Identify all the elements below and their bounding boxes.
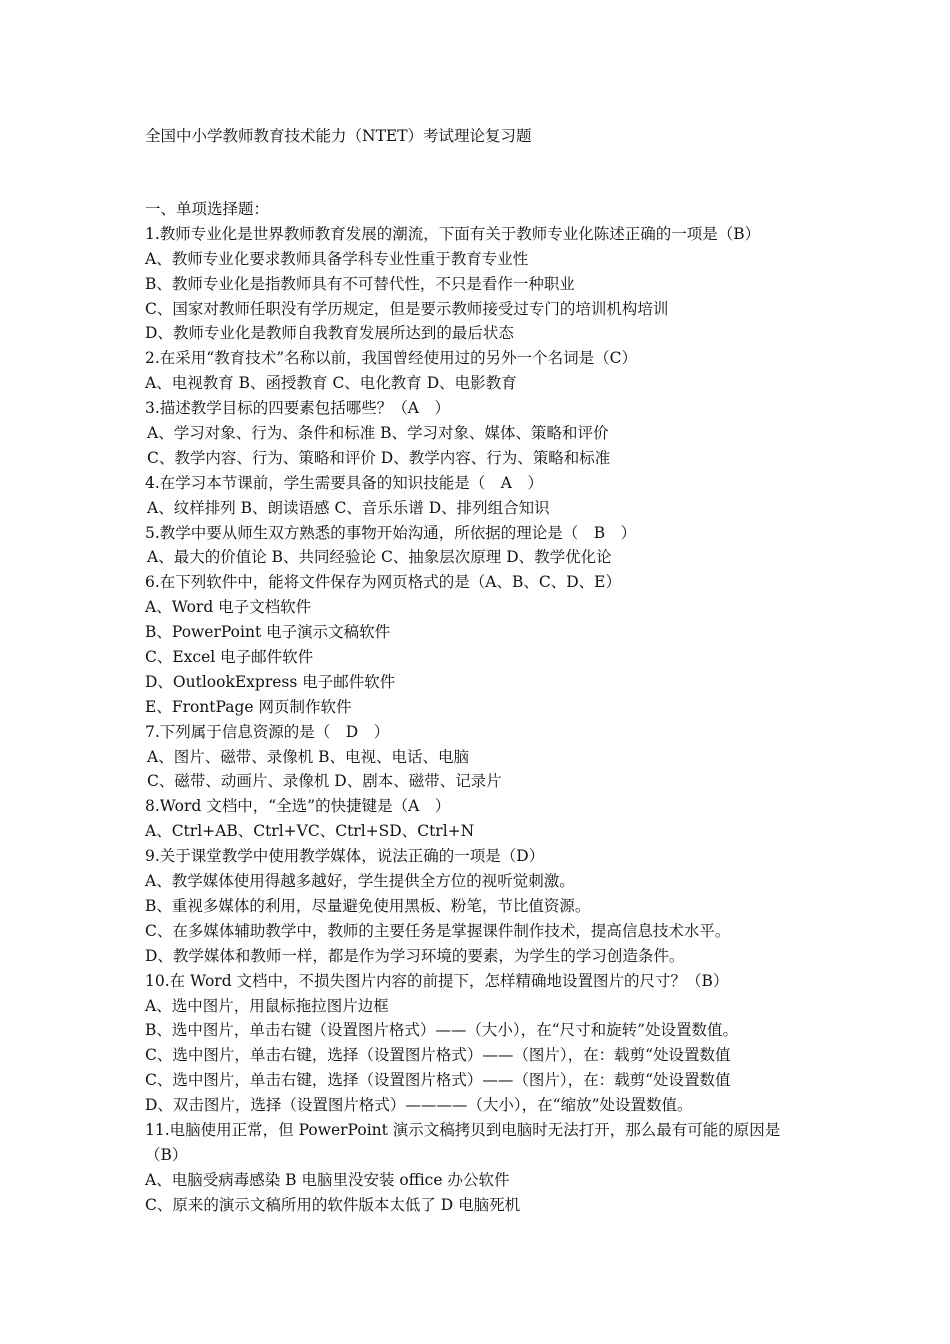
option-line: B、选中图片，单击右键（设置图片格式）——（大小），在“尺寸和旋转”处设置数值。 [145, 1021, 738, 1040]
question-11-answer: （B） [145, 1145, 188, 1164]
section-heading: 一、单项选择题： [145, 200, 270, 218]
option-line: A、电视教育 B、函授教育 C、电化教育 D、电影教育 [145, 374, 517, 393]
option-line: A、Word 电子文档软件 [145, 598, 312, 617]
option-line: A、电脑受病毒感染 B 电脑里没安装 office 办公软件 [145, 1170, 510, 1189]
option-line: E、FrontPage 网页制作软件 [145, 697, 352, 716]
option-line: A、选中图片，用鼠标拖拉图片边框 [145, 996, 389, 1015]
option-line: A、学习对象、行为、条件和标准 B、学习对象、媒体、策略和评价 [147, 424, 609, 443]
option-line: C、国家对教师任职没有学历规定，但是要示教师接受过专门的培训机构培训 [145, 299, 669, 318]
question-9: 9.关于课堂教学中使用教学媒体，说法正确的一项是（D） [145, 847, 545, 866]
option-line: D、双击图片，选择（设置图片格式）————（大小），在“缩放”处设置数值。 [145, 1096, 693, 1115]
option-line: B、教师专业化是指教师具有不可替代性，不只是看作一种职业 [145, 274, 575, 293]
option-line: C、Excel 电子邮件软件 [145, 648, 314, 667]
option-line: B、重视多媒体的利用，尽量避免使用黑板、粉笔，节比值资源。 [145, 896, 591, 915]
document-body [145, 197, 815, 1218]
option-line: D、教学媒体和教师一样，都是作为学习环境的要素，为学生的学习创造条件。 [145, 946, 685, 965]
option-line: C、在多媒体辅助教学中，教师的主要任务是掌握课件制作技术，提高信息技术水平。 [145, 921, 731, 940]
question-5: 5.教学中要从师生双方熟悉的事物开始沟通，所依据的理论是（ B ） [145, 523, 637, 542]
question-8: 8.Word 文档中，“全选”的快捷键是（A ） [145, 797, 451, 816]
question-7: 7.下列属于信息资源的是（ D ） [145, 722, 390, 741]
question-3: 3.描述教学目标的四要素包括哪些？（A ） [145, 399, 450, 418]
question-2: 2.在采用“教育技术”名称以前，我国曾经使用过的另外一个名词是（C） [145, 349, 637, 368]
question-4: 4.在学习本节课前，学生需要具备的知识技能是（ A ） [145, 473, 543, 492]
option-line: A、最大的价值论 B、共同经验论 C、抽象层次原理 D、教学优化论 [147, 548, 612, 567]
option-line: D、教师专业化是教师自我教育发展所达到的最后状态 [145, 324, 514, 343]
option-line: C、选中图片，单击右键，选择（设置图片格式）——（图片），在：载剪“处设置数值 [145, 1071, 731, 1090]
question-11: 11.电脑使用正常，但 PowerPoint 演示文稿拷贝到电脑时无法打开，那么最有可能的原因是 [145, 1120, 781, 1139]
option-line: A、教学媒体使用得越多越好，学生提供全方位的视听觉刺激。 [145, 872, 575, 891]
option-line: A、图片、磁带、录像机 B、电视、电话、电脑 [147, 747, 470, 766]
option-line: D、OutlookExpress 电子邮件软件 [145, 672, 396, 691]
question-1: 1.教师专业化是世界教师教育发展的潮流，下面有关于教师专业化陈述正确的一项是（B） [145, 224, 761, 243]
document-title: 全国中小学教师教育技术能力（NTET）考试理论复习题 [145, 127, 532, 145]
option-line: A、纹样排列 B、朗读语感 C、音乐乐谱 D、排列组合知识 [147, 498, 550, 517]
option-line: C、教学内容、行为、策略和评价 D、教学内容、行为、策略和标准 [147, 448, 611, 467]
option-line: C、磁带、动画片、录像机 D、剧本、磁带、记录片 [147, 772, 502, 791]
option-line: A、教师专业化要求教师具备学科专业性重于教育专业性 [145, 249, 529, 268]
question-10: 10.在 Word 文档中，不损失图片内容的前提下，怎样精确地设置图片的尺寸？（B） [145, 971, 729, 990]
option-line: A、Ctrl+AB、Ctrl+VC、Ctrl+SD、Ctrl+N [145, 822, 475, 841]
option-line: C、选中图片，单击右键，选择（设置图片格式）——（图片），在：载剪“处设置数值 [145, 1046, 731, 1065]
option-line: B、PowerPoint 电子演示文稿软件 [145, 623, 391, 642]
question-6: 6.在下列软件中，能将文件保存为网页格式的是（A、B、C、D、E） [145, 573, 621, 592]
option-line: C、原来的演示文稿所用的软件版本太低了 D 电脑死机 [145, 1195, 521, 1214]
